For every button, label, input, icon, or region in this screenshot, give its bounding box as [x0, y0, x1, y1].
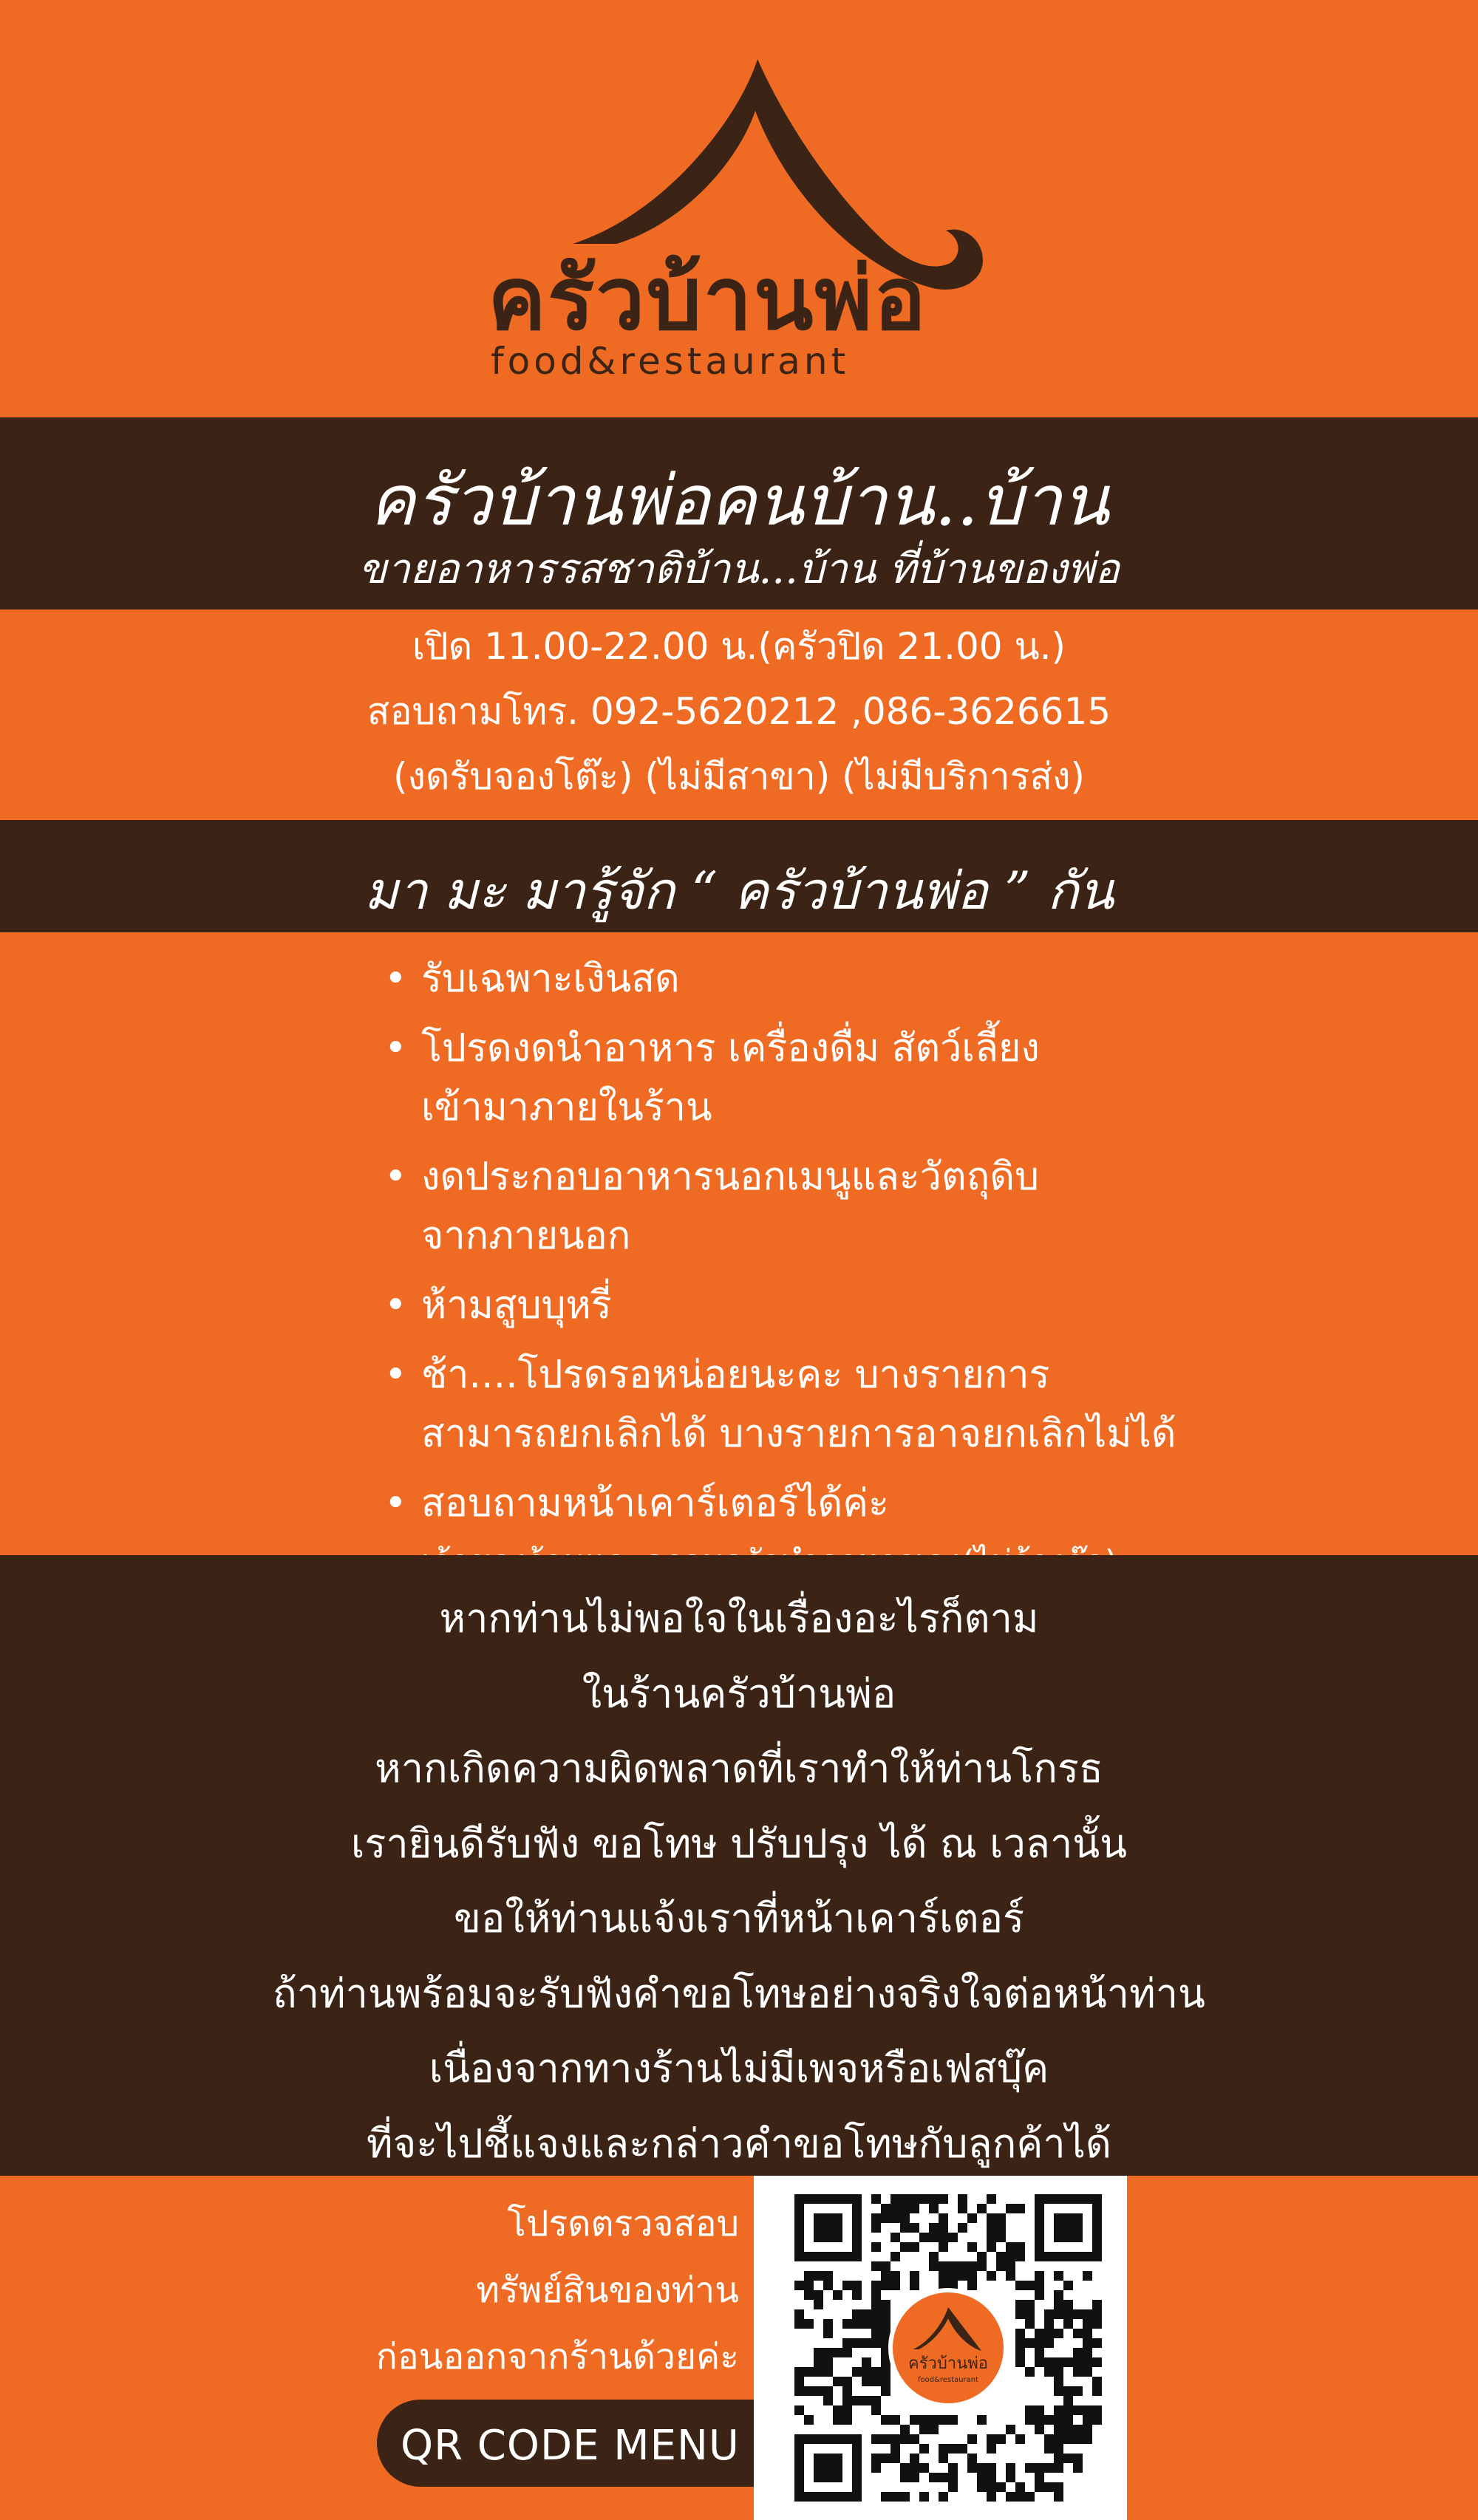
rule-line: สอบถามหน้าเคาร์เตอร์ได้ค่ะ [421, 1481, 889, 1526]
rule-line-continued: เข้ามาภายในร้าน [421, 1085, 712, 1130]
service-notes: (งดรับจองโต๊ะ) (ไม่มีสาขา) (ไม่มีบริการส่ง) [393, 755, 1085, 798]
apology-line: ในร้านครัวบ้านพ่อ [582, 1670, 896, 1717]
apology-line: เนื่องจากทางร้านไม่มีเพจหรือเฟสบุ๊ค [429, 2045, 1049, 2092]
intro-band [0, 820, 1478, 932]
rule-line-continued: สามารถยกเลิกได้ บางรายการอาจยกเลิกไม่ได้ [421, 1412, 1176, 1456]
qr-logo-name: ครัวบ้านพ่อ [908, 2355, 988, 2373]
opening-hours: เปิด 11.00-22.00 น.(ครัวปิด 21.00 น.) [412, 625, 1066, 668]
qr-menu-button[interactable] [377, 2400, 761, 2487]
rule-line: ช้า....โปรดรอหน่อยนะคะ บางรายการ [421, 1353, 1050, 1397]
rule-line-continued: จากภายนอก [421, 1214, 631, 1258]
qr-code[interactable] [754, 2176, 1127, 2520]
qr-menu-label: QR CODE MENU [401, 2422, 740, 2470]
brand-logo [0, 0, 1478, 417]
qr-logo-subtitle: food&restaurant [917, 2376, 979, 2384]
phone-numbers: สอบถามโทร. 092-5620212 ,086-3626615 [367, 690, 1111, 733]
apology-line: หากท่านไม่พอใจในเรื่องอะไรก็ตาม [439, 1595, 1039, 1642]
rule-line: รับเฉพาะเงินสด [421, 957, 680, 1001]
belongings-reminder [222, 2191, 739, 2390]
reminder-line: ทรัพย์สินของท่าน [476, 2270, 739, 2311]
rule-item [384, 1345, 1419, 1464]
rule-item [384, 949, 1419, 1008]
rule-item [384, 1147, 1419, 1266]
header-tagline: ขายอาหารรสชาติบ้าน...บ้าน ที่บ้านของพ่อ [358, 545, 1120, 593]
header-band [0, 417, 1478, 609]
intro-title: มา มะ มารู้จัก “ ครัวบ้านพ่อ ” กัน [364, 861, 1114, 921]
rules-list [384, 949, 1419, 1602]
apology-line: ที่จะไปชี้แจงและกล่าวคำขอโทษกับลูกค้าได้ [367, 2120, 1111, 2167]
apology-text [0, 1581, 1478, 2181]
apology-line: ขอให้ท่านแจ้งเราที่หน้าเคาร์เตอร์ [453, 1895, 1025, 1942]
reminder-line: โปรดตรวจสอบ [507, 2203, 739, 2244]
apology-band [0, 1555, 1478, 2176]
brand-name: ครัวบ้านพ่อ [488, 247, 928, 349]
rule-line: ห้ามสูบบุหรี่ [421, 1283, 612, 1328]
apology-line: หากเกิดความผิดพลาดที่เราทำให้ท่านโกรธ [375, 1745, 1103, 1792]
reminder-line: ก่อนออกจากร้านด้วยค่ะ [375, 2336, 739, 2377]
qr-code-icon [754, 2176, 1127, 2520]
rule-line: โปรดงดนำอาหาร เครื่องดื่ม สัตว์เลี้ยง [421, 1026, 1040, 1071]
brand-subtitle: food&restaurant [491, 340, 850, 383]
apology-line: เรายินดีรับฟัง ขอโทษ ปรับปรุง ได้ ณ เวลานั้น [350, 1820, 1128, 1867]
rule-item [384, 1276, 1419, 1335]
info-section [0, 625, 1478, 823]
apology-line: ถ้าท่านพร้อมจะรับฟังคำขอโทษอย่างจริงใจต่อหน้าท่าน [273, 1970, 1205, 2017]
rule-line: งดประกอบอาหารนอกเมนูและวัตถุดิบ [421, 1155, 1039, 1199]
header-title: ครัวบ้านพ่อคนบ้าน..บ้าน [369, 461, 1109, 542]
rule-item [384, 1019, 1419, 1137]
